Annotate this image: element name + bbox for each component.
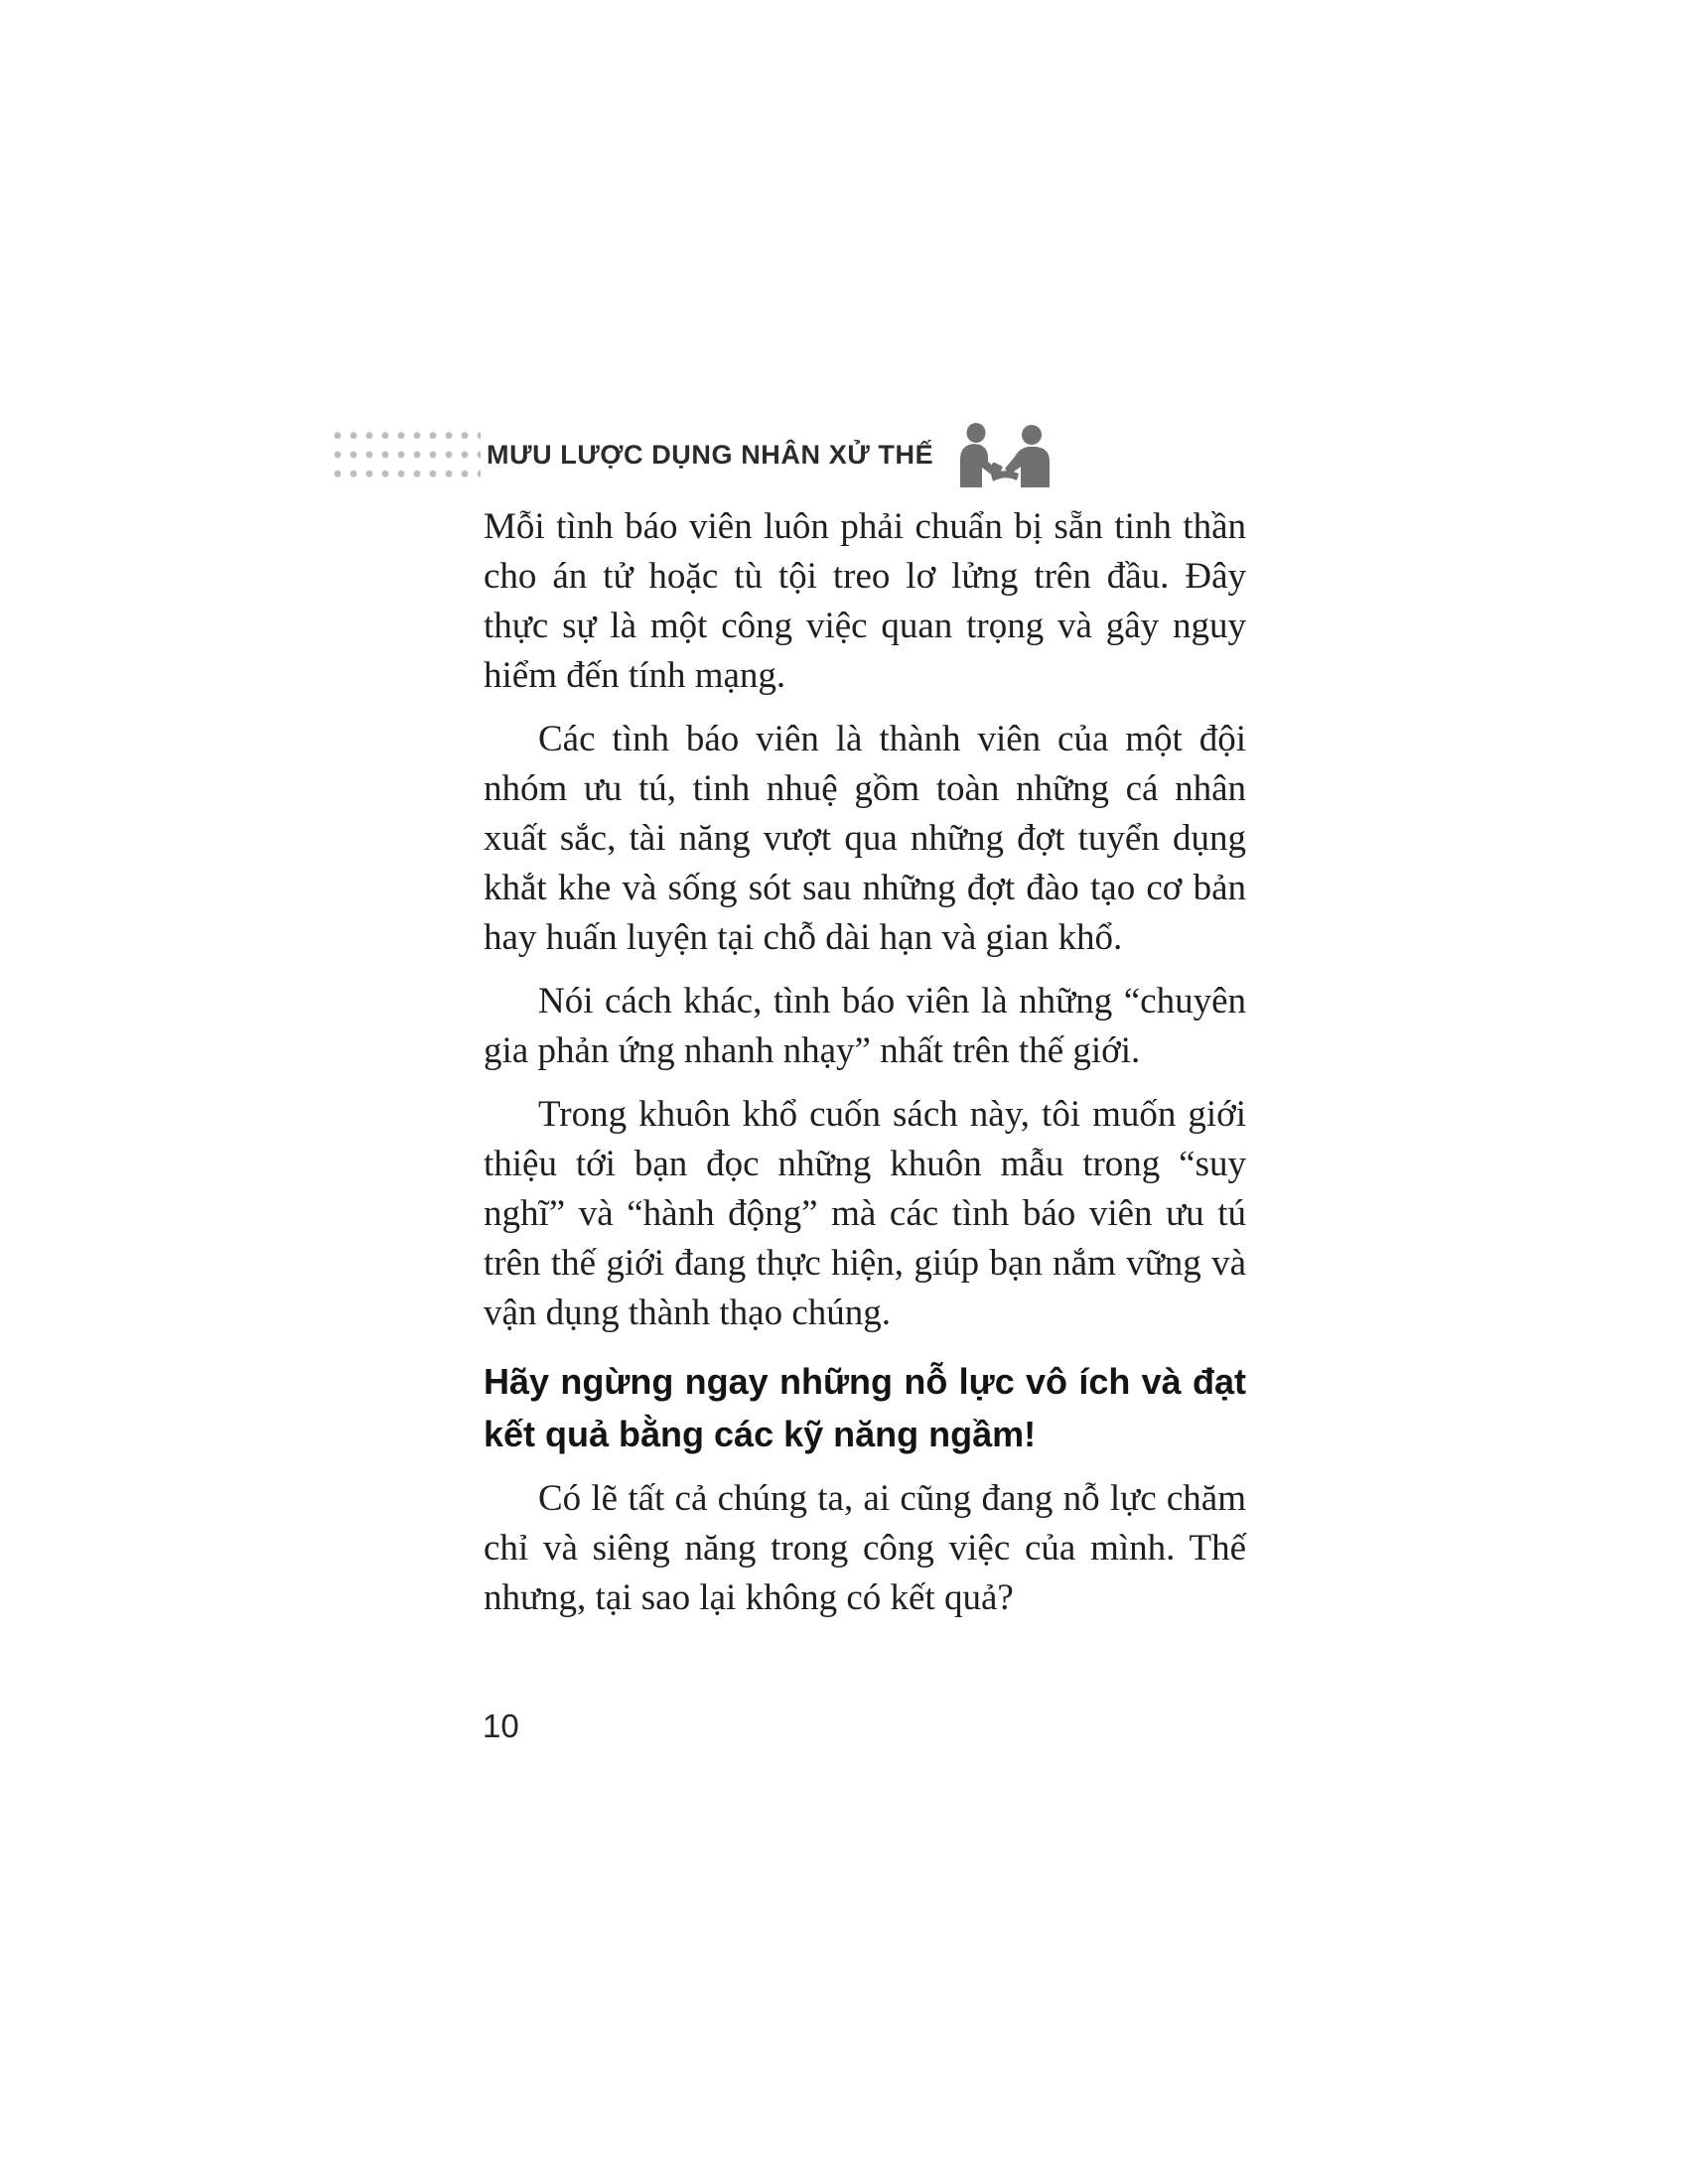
text-column	[484, 502, 1246, 1637]
paragraph: Trong khuôn khổ cuốn sách này, tôi muốn giới thiệu tới bạn đọc những khuôn mẫu trong “suy nghĩ” và “hành động” mà các tình báo viên ưu tú trên thế giới đang thực hiện, giúp bạn nắm vững và vận dụng thành thạo chúng.	[484, 1094, 1246, 1333]
paragraph: Nói cách khác, tình báo viên là những “chuyên gia phản ứng nhanh nhạy” nhất trên thế giới.	[484, 981, 1246, 1071]
dots-decoration	[330, 426, 481, 483]
paragraph: Mỗi tình báo viên luôn phải chuẩn bị sẵn tinh thần cho án tử hoặc tù tội treo lơ lửng trên đầu. Đây thực sự là một công việc quan trọng và gây nguy hiểm đến tính mạng.	[484, 506, 1246, 696]
page-header	[330, 421, 1056, 488]
page-number: 10	[483, 1707, 519, 1744]
paragraph: Có lẽ tất cả chúng ta, ai cũng đang nỗ lực chăm chỉ và siêng năng trong công việc của mình. Thế nhưng, tại sao lại không có kết quả?	[484, 1478, 1246, 1618]
section-heading: Hãy ngừng ngay những nỗ lực vô ích và đạt kết quả bằng các kỹ năng ngầm!	[484, 1361, 1246, 1454]
paragraph: Các tình báo viên là thành viên của một đội nhóm ưu tú, tinh nhuệ gồm toàn những cá nhân xuất sắc, tài năng vượt qua những đợt tuyển dụng khắt khe và sống sót sau những đợt đào tạo cơ bản hay huấn luyện tại chỗ dài hạn và gian khổ.	[484, 719, 1246, 958]
running-title: MƯU LƯỢC DỤNG NHÂN XỬ THẾ	[487, 439, 934, 470]
two-people-conversation-icon	[953, 422, 1056, 487]
